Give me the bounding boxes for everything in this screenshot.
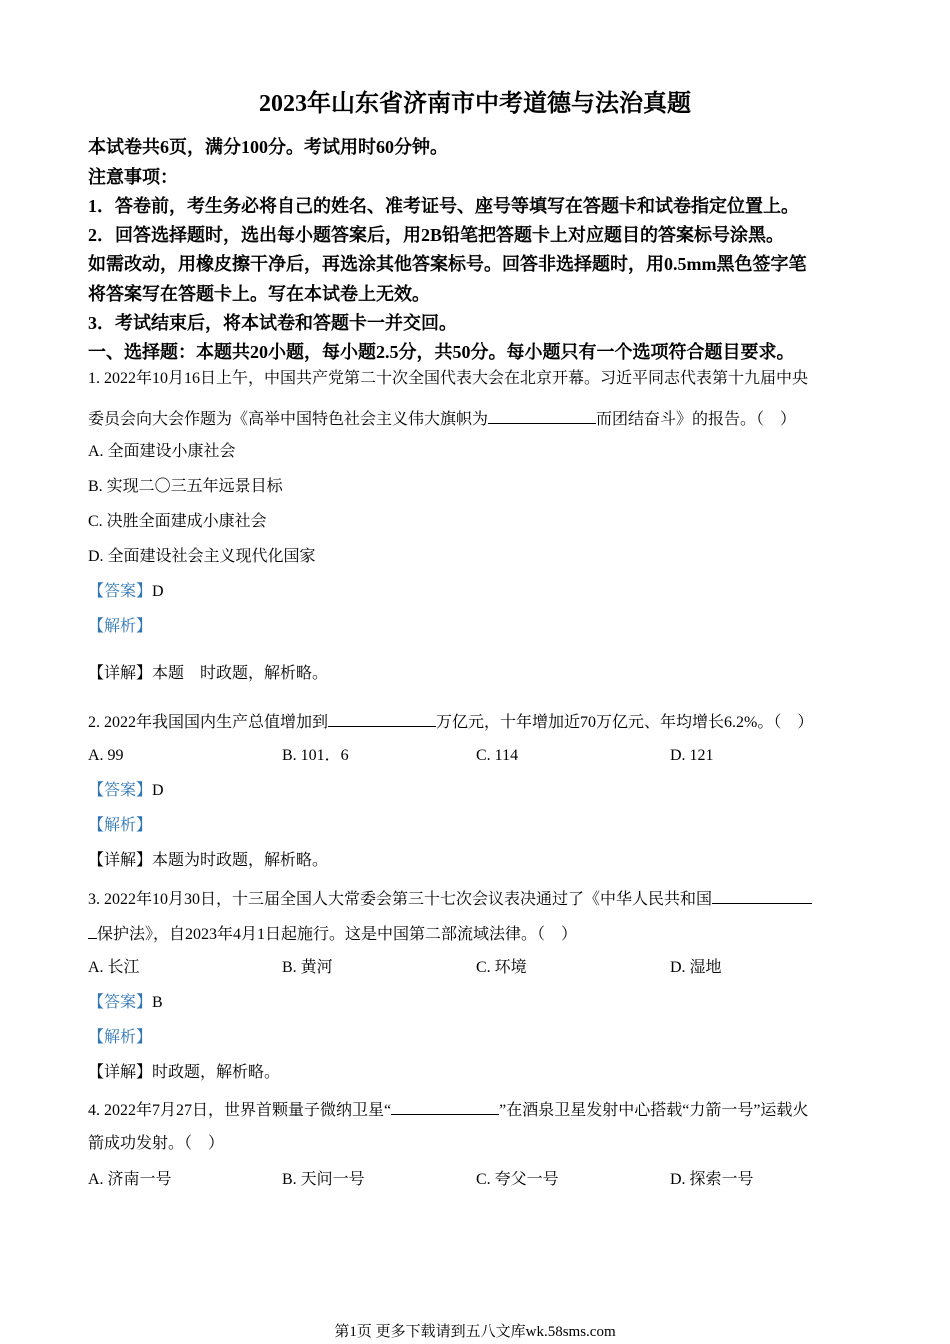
q1-option-b: B. 实现二〇三五年远景目标: [88, 478, 283, 495]
q3-stem-line1: [88, 885, 868, 912]
q3-stem-line2: [88, 920, 868, 947]
q2-detail: [88, 849, 868, 873]
q2-detail-text: 本题为时政题，解析略。: [152, 852, 329, 869]
notes-title: 注意事项：: [88, 167, 178, 187]
q1-stem-line1: 1. 2022年10月16日上午，中国共产党第二十次全国代表大会在北京开幕。习近平同志代表第十九届中央: [88, 370, 809, 387]
q1-option-a: A. 全面建设小康社会: [88, 443, 236, 460]
q1-detail: [88, 662, 868, 686]
page-title: 2023年山东省济南市中考道德与法治真题: [259, 91, 691, 117]
q4-option-c: C. 夸父一号: [476, 1171, 559, 1188]
q1-answer-value: D: [152, 583, 164, 600]
note-1: 1．答卷前，考生务必将自己的姓名、准考证号、座号等填写在答题卡和试卷指定位置上。: [88, 196, 799, 216]
q1-blank: [488, 405, 596, 424]
q1-option-c: C. 决胜全面建成小康社会: [88, 513, 267, 530]
q1-stem-line2: [88, 405, 868, 432]
q2-answer-value: D: [152, 782, 164, 799]
q4-stem-post: ”在酒泉卫星发射中心搭载“力箭一号”运载火: [499, 1102, 809, 1119]
q4-stem-line2: 箭成功发射。（ ）: [88, 1135, 225, 1152]
q3-blank-part1: [712, 885, 812, 904]
q1-stem-post: 而团结奋斗》的报告。（ ）: [596, 411, 797, 428]
q3-blank-part2: [88, 920, 97, 939]
q4-option-a: A. 济南一号: [88, 1171, 172, 1188]
note-2a: 2．回答选择题时，选出每小题答案后，用2B铅笔把答题卡上对应题目的答案标号涂黑。: [88, 225, 785, 245]
q3-stem-post: 保护法》，自2023年4月1日起施行。这是中国第二部流域法律。（ ）: [97, 926, 578, 943]
q4-stem-line1: [88, 1096, 868, 1123]
q1-option-d: D. 全面建设社会主义现代化国家: [88, 548, 316, 565]
page-footer: 第1页 更多下载请到五八文库wk.58sms.com: [334, 1324, 616, 1340]
q2-option-a: A. 99: [88, 747, 124, 764]
q1-analysis-label: 【解析】: [88, 618, 153, 635]
q2-option-d: D. 121: [670, 747, 714, 764]
answer-label: 【答案】: [88, 994, 153, 1011]
detail-label: 【详解】: [88, 665, 153, 682]
q2-stem-post: 万亿元，十年增加近70万亿元、年均增长6.2%。（ ）: [436, 714, 814, 731]
q1-answer: [88, 580, 868, 604]
q4-stem-pre: 4. 2022年7月27日，世界首颗量子微纳卫星“: [88, 1102, 392, 1119]
exam-intro: 本试卷共6页，满分100分。考试用时60分钟。: [88, 137, 448, 157]
q2-option-c: C. 114: [476, 747, 519, 764]
q2-analysis-label: 【解析】: [88, 817, 153, 834]
q2-stem-pre: 2. 2022年我国国内生产总值增加到: [88, 714, 329, 731]
q4-blank: [391, 1096, 499, 1115]
q3-stem-pre: 3. 2022年10月30日，十三届全国人大常委会第三十七次会议表决通过了《中华人民共和国: [88, 891, 713, 908]
q3-detail-text: 时政题，解析略。: [152, 1064, 281, 1081]
q3-option-d: D. 湿地: [670, 959, 722, 976]
q3-option-a: A. 长江: [88, 959, 140, 976]
q1-stem-pre: 委员会向大会作题为《高举中国特色社会主义伟大旗帜为: [88, 411, 489, 428]
q4-option-b: B. 天问一号: [282, 1171, 365, 1188]
q2-stem-line1: [88, 708, 868, 735]
answer-label: 【答案】: [88, 782, 153, 799]
q3-detail: [88, 1061, 868, 1085]
q3-answer: [88, 991, 868, 1015]
note-3: 3．考试结束后，将本试卷和答题卡一并交回。: [88, 313, 457, 333]
note-2c: 将答案写在答题卡上。写在本试卷上无效。: [88, 284, 430, 304]
detail-label: 【详解】: [88, 1064, 153, 1081]
q1-detail-text: 本题 时政题，解析略。: [152, 665, 329, 682]
q2-answer: [88, 779, 868, 803]
q3-option-b: B. 黄河: [282, 959, 333, 976]
detail-label: 【详解】: [88, 852, 153, 869]
q3-answer-value: B: [152, 994, 163, 1011]
answer-label: 【答案】: [88, 583, 153, 600]
q4-option-d: D. 探索一号: [670, 1171, 754, 1188]
q3-analysis-label: 【解析】: [88, 1029, 153, 1046]
note-2b: 如需改动，用橡皮擦干净后，再选涂其他答案标号。回答非选择题时，用0.5mm黑色签字笔: [88, 254, 807, 274]
q3-option-c: C. 环境: [476, 959, 527, 976]
q2-option-b: B. 101．6: [282, 747, 349, 764]
q2-blank: [328, 708, 436, 727]
section-1-heading: 一、选择题：本题共20小题，每小题2.5分，共50分。每小题只有一个选项符合题目要求。: [88, 342, 795, 362]
